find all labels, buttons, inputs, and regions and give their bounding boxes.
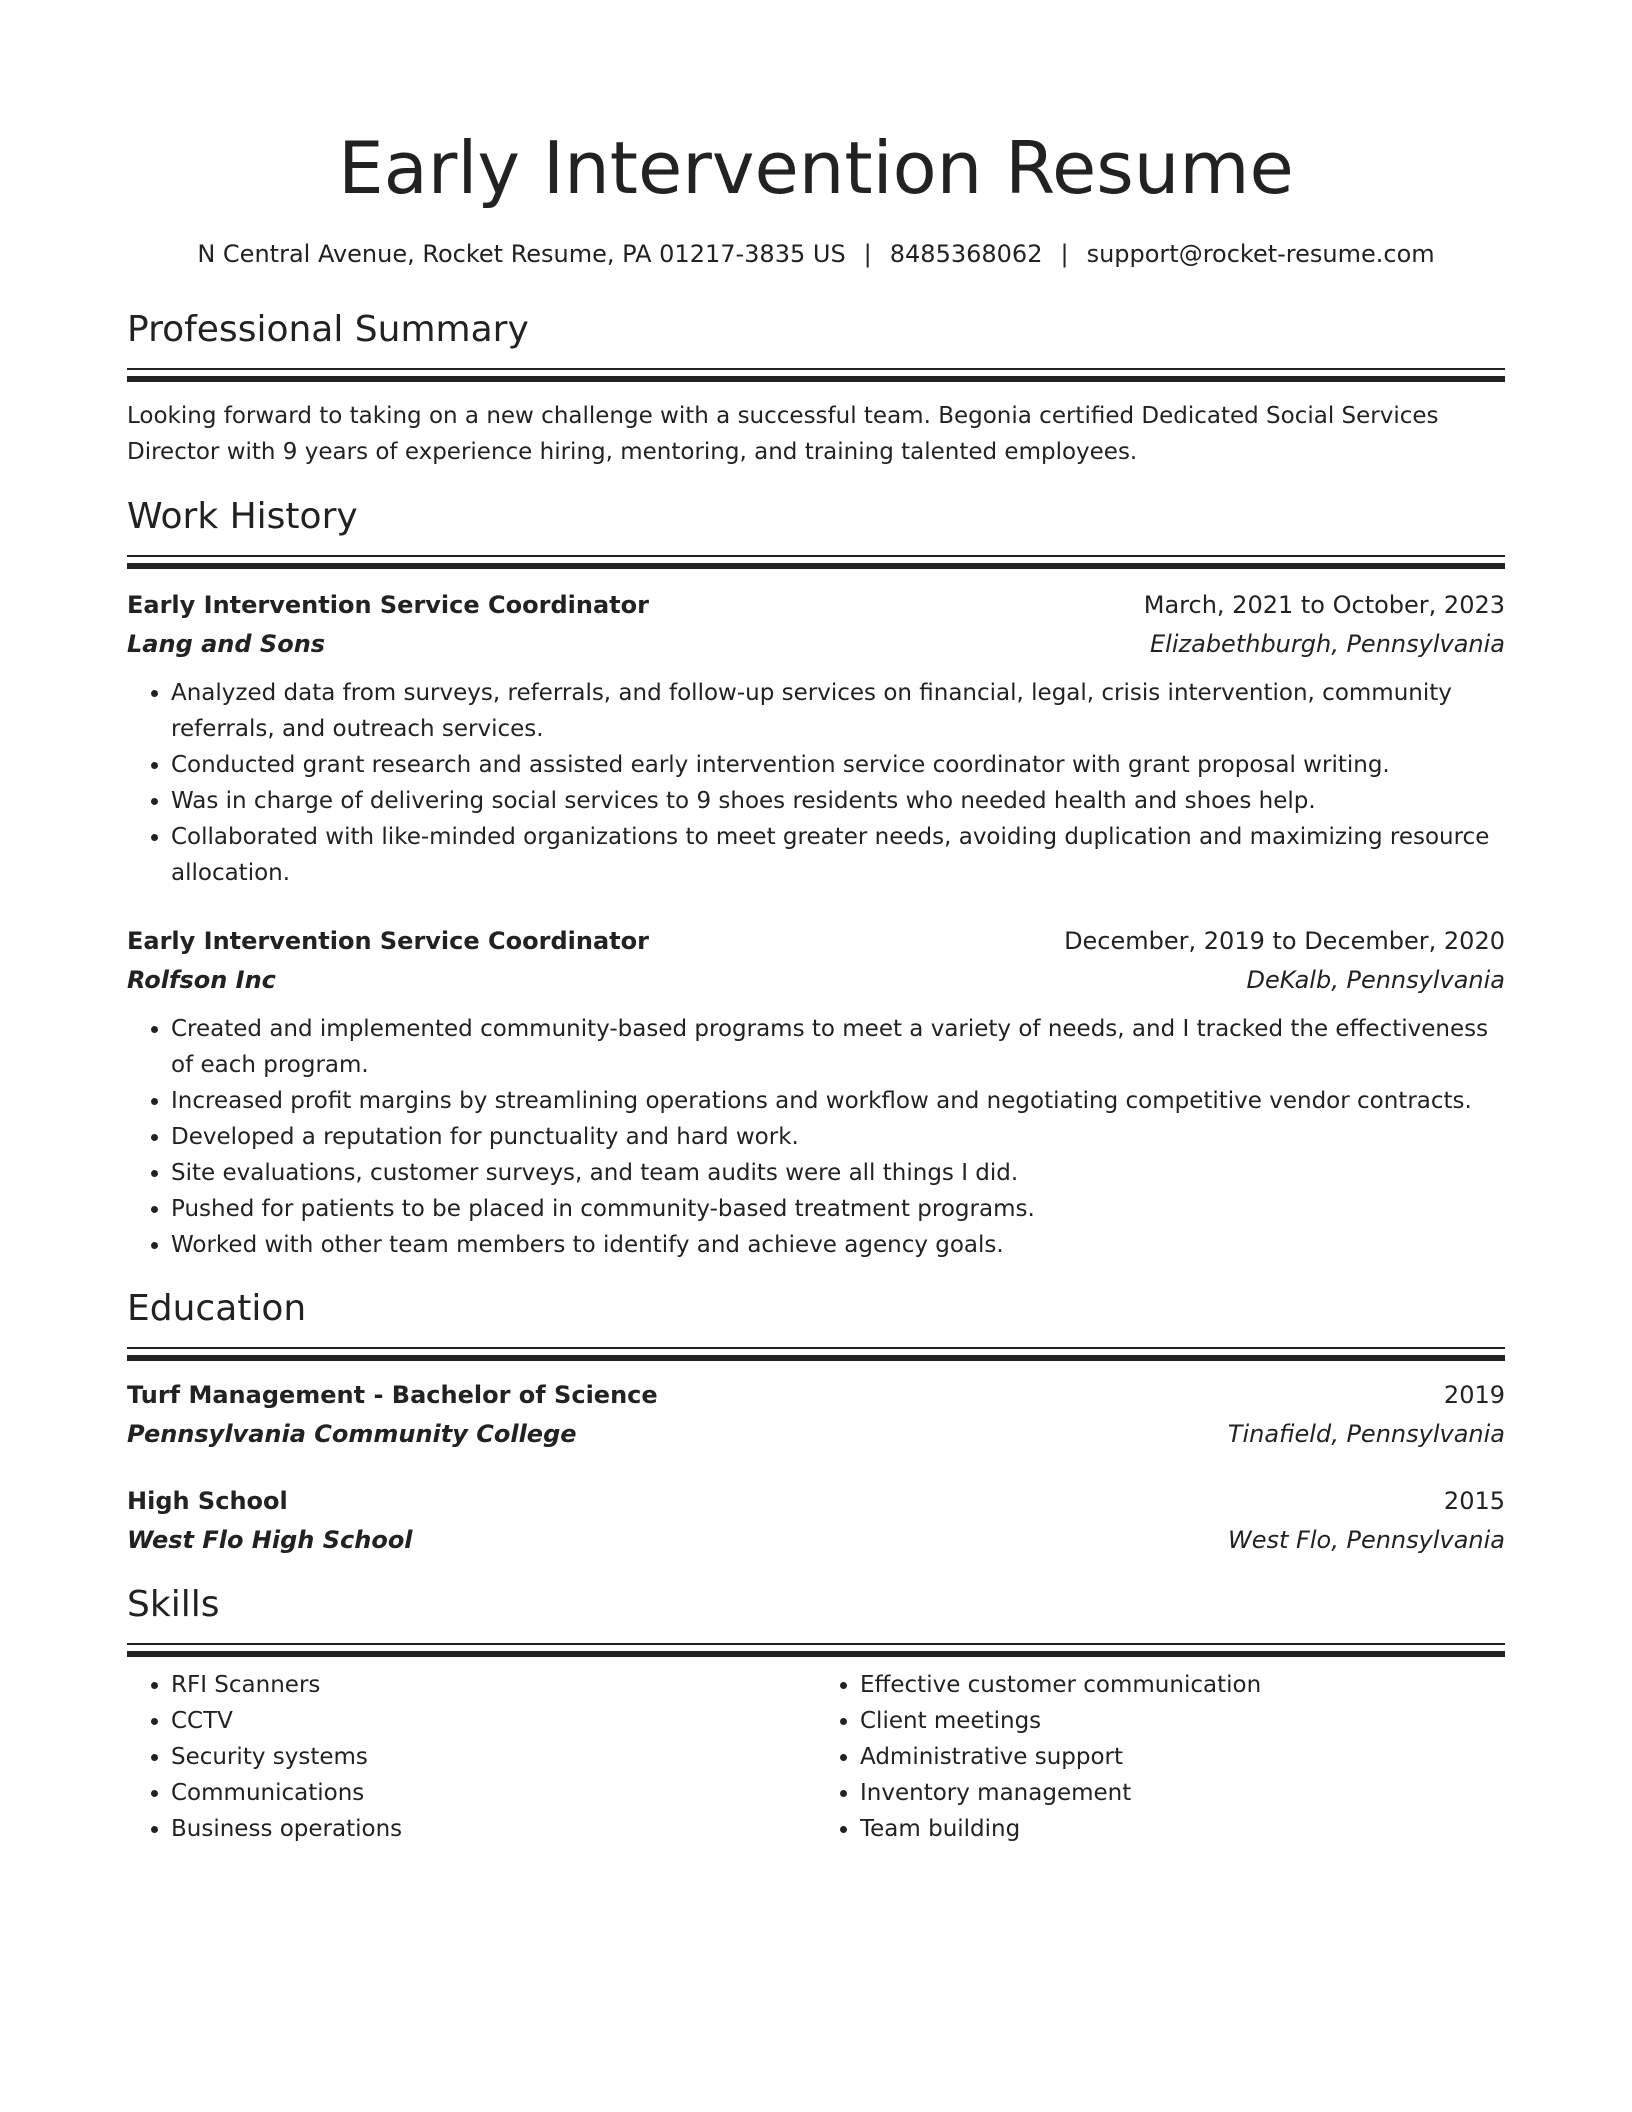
job-location: DeKalb, Pennsylvania <box>1246 966 1505 994</box>
job-bullet: • Collaborated with like-minded organizations to meet greater needs, avoiding duplication and maximizing resource allocation. <box>171 819 1505 891</box>
contact-separator: | <box>863 240 872 268</box>
job-location: Elizabethburgh, Pennsylvania <box>1150 630 1505 658</box>
job-bullet: • Site evaluations, customer surveys, and team audits were all things I did. <box>171 1155 1505 1191</box>
job-bullet: • Was in charge of delivering social services to 9 shoes residents who needed health and shoes help. <box>171 783 1505 819</box>
job-dates: December, 2019 to December, 2020 <box>1064 927 1505 955</box>
job-bullet: • Developed a reputation for punctuality and hard work. <box>171 1119 1505 1155</box>
education-section <box>127 1285 1505 1559</box>
skill-item: • Administrative support <box>860 1739 1505 1775</box>
education-location: West Flo, Pennsylvania <box>1228 1526 1505 1554</box>
job-entry <box>127 585 1505 891</box>
education-header-row <box>127 1481 1505 1521</box>
skill-item: • Security systems <box>171 1739 816 1775</box>
job-bullet-list <box>127 675 1505 891</box>
job-company: Lang and Sons <box>127 630 326 658</box>
skills-columns <box>127 1667 1505 1847</box>
job-bullet: • Increased profit margins by streamlining operations and workflow and negotiating competitive vendor contracts. <box>171 1083 1505 1119</box>
skills-list-left <box>127 1667 816 1847</box>
education-location: Tinafield, Pennsylvania <box>1227 1420 1505 1448</box>
skill-item: • Business operations <box>171 1811 816 1847</box>
skills-list-right <box>816 1667 1505 1847</box>
education-entry <box>127 1481 1505 1559</box>
education-degree: High School <box>127 1487 288 1515</box>
job-company: Rolfson Inc <box>127 966 276 994</box>
contact-address: N Central Avenue, Rocket Resume, PA 01217-3835 US <box>197 240 846 268</box>
section-divider-thick <box>127 1651 1505 1657</box>
contact-phone: 8485368062 <box>889 240 1043 268</box>
section-divider-thick <box>127 376 1505 382</box>
education-school: Pennsylvania Community College <box>127 1420 577 1448</box>
job-header-row <box>127 585 1505 625</box>
job-company-row <box>127 625 1505 663</box>
skills-heading: Skills <box>127 1584 220 1625</box>
skills-section <box>127 1581 1505 1847</box>
contact-separator: | <box>1060 240 1069 268</box>
education-heading: Education <box>127 1288 307 1329</box>
education-school-row <box>127 1521 1505 1559</box>
work-history-section <box>127 493 1505 1263</box>
job-entry <box>127 921 1505 1263</box>
summary-section <box>127 306 1505 470</box>
section-divider-thick <box>127 563 1505 569</box>
job-title: Early Intervention Service Coordinator <box>127 591 649 619</box>
education-school-row <box>127 1415 1505 1453</box>
summary-heading: Professional Summary <box>127 309 529 350</box>
job-dates: March, 2021 to October, 2023 <box>1143 591 1505 619</box>
job-bullet: • Created and implemented community-based programs to meet a variety of needs, and I tracked the effectiveness of each program. <box>171 1011 1505 1083</box>
job-bullet: • Analyzed data from surveys, referrals, and follow-up services on financial, legal, crisis intervention, community referrals, and outreach services. <box>171 675 1505 747</box>
education-header-row <box>127 1375 1505 1415</box>
contact-line <box>127 238 1505 270</box>
section-divider-thin <box>127 1347 1505 1349</box>
section-divider-thin <box>127 1643 1505 1645</box>
job-company-row <box>127 961 1505 999</box>
education-entry <box>127 1375 1505 1453</box>
contact-email: support@rocket-resume.com <box>1086 240 1435 268</box>
job-bullet: • Pushed for patients to be placed in community-based treatment programs. <box>171 1191 1505 1227</box>
section-divider-thick <box>127 1355 1505 1361</box>
education-year: 2015 <box>1443 1487 1505 1515</box>
skill-item: • Communications <box>171 1775 816 1811</box>
education-school: West Flo High School <box>127 1526 413 1554</box>
skill-item: • Inventory management <box>860 1775 1505 1811</box>
education-year: 2019 <box>1443 1381 1505 1409</box>
skill-item: • Team building <box>860 1811 1505 1847</box>
summary-text: Looking forward to taking on a new challenge with a successful team. Begonia certified Dedicated Social Services Director with 9 years of experience hiring, mentoring, and training talented employees. <box>127 403 1439 465</box>
skill-item: • Client meetings <box>860 1703 1505 1739</box>
work-history-heading: Work History <box>127 496 358 537</box>
job-header-row <box>127 921 1505 961</box>
job-bullet: • Worked with other team members to identify and achieve agency goals. <box>171 1227 1505 1263</box>
skill-item: • RFI Scanners <box>171 1667 816 1703</box>
job-title: Early Intervention Service Coordinator <box>127 927 649 955</box>
skill-item: • Effective customer communication <box>860 1667 1505 1703</box>
resume-title: Early Intervention Resume <box>338 126 1294 210</box>
job-bullet: • Conducted grant research and assisted early intervention service coordinator with grant proposal writing. <box>171 747 1505 783</box>
education-degree: Turf Management - Bachelor of Science <box>127 1381 658 1409</box>
section-divider-thin <box>127 555 1505 557</box>
section-divider-thin <box>127 368 1505 370</box>
job-bullet-list <box>127 1011 1505 1263</box>
skill-item: • CCTV <box>171 1703 816 1739</box>
